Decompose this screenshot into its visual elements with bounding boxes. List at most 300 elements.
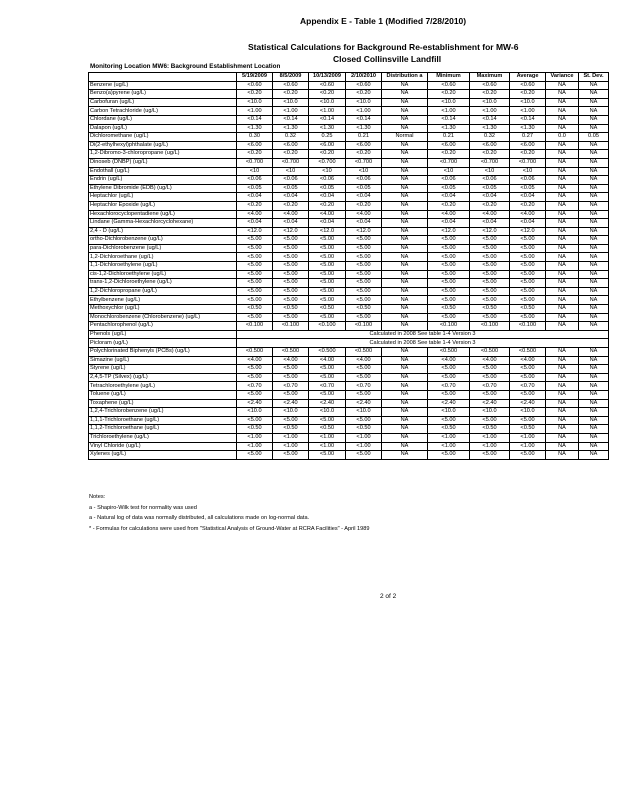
table-cell: <5.00	[428, 279, 470, 288]
table-cell: <5.00	[237, 296, 273, 305]
table-cell: <0.14	[470, 115, 510, 124]
table-cell: NA	[579, 81, 609, 90]
table-cell: <5.00	[470, 313, 510, 322]
parameter-name: Carbon Tetrachloride (ug/L)	[89, 107, 237, 116]
table-cell: <5.00	[237, 253, 273, 262]
table-row	[89, 442, 609, 451]
table-cell: <5.00	[309, 451, 346, 460]
table-cell: NA	[382, 107, 428, 116]
table-cell: NA	[546, 219, 579, 228]
statistics-table	[88, 72, 609, 460]
table-cell: NA	[382, 287, 428, 296]
table-cell: <0.20	[237, 201, 273, 210]
table-cell: <5.00	[346, 262, 382, 271]
table-cell: <0.700	[309, 158, 346, 167]
table-cell: <5.00	[510, 244, 546, 253]
note-lognormal: a - Natural log of data was normally distributed, all calculations made on log-normal data.	[89, 515, 310, 521]
table-cell: <0.500	[273, 348, 309, 357]
table-header-row	[89, 73, 609, 82]
parameter-name: Ethylbenzene (ug/L)	[89, 296, 237, 305]
table-row	[89, 201, 609, 210]
table-cell: <2.40	[309, 399, 346, 408]
table-cell: NA	[546, 408, 579, 417]
table-cell: <5.00	[510, 296, 546, 305]
table-cell: NA	[546, 451, 579, 460]
table-row	[89, 356, 609, 365]
table-cell: <6.00	[237, 141, 273, 150]
table-cell: <5.00	[428, 296, 470, 305]
table-cell: <1.00	[510, 433, 546, 442]
table-cell: NA	[546, 262, 579, 271]
table-cell: NA	[579, 390, 609, 399]
parameter-name: 1,1-Dichloroethylene (ug/L)	[89, 262, 237, 271]
table-cell: <0.05	[470, 184, 510, 193]
table-cell: <5.00	[237, 451, 273, 460]
parameter-name: Picloram (ug/L)	[89, 339, 237, 348]
table-cell: <4.00	[237, 210, 273, 219]
table-cell: NA	[579, 236, 609, 245]
table-row	[89, 90, 609, 99]
table-row	[89, 270, 609, 279]
table-cell: <10.0	[309, 408, 346, 417]
table-cell: <0.20	[237, 150, 273, 159]
parameter-name: 1,1,2-Trichloroethane (ug/L)	[89, 425, 237, 434]
table-cell: <0.70	[428, 382, 470, 391]
table-cell: NA	[546, 236, 579, 245]
table-cell: <2.40	[428, 399, 470, 408]
table-row	[89, 348, 609, 357]
table-cell: <0.20	[273, 150, 309, 159]
table-cell: <0.70	[510, 382, 546, 391]
table-cell: <0.14	[346, 115, 382, 124]
table-cell: <12.0	[470, 227, 510, 236]
table-cell: NA	[546, 90, 579, 99]
table-cell: <10.0	[510, 408, 546, 417]
table-cell: <10.0	[470, 98, 510, 107]
table-cell: <0.60	[346, 81, 382, 90]
table-cell: <0.50	[273, 305, 309, 314]
table-cell: <5.00	[237, 373, 273, 382]
parameter-name: Pentachlorophenol (ug/L)	[89, 322, 237, 331]
table-cell: <5.00	[346, 236, 382, 245]
table-cell: NA	[579, 382, 609, 391]
table-cell: <10.0	[428, 408, 470, 417]
table-cell: <0.04	[346, 219, 382, 228]
table-cell: <5.00	[470, 365, 510, 374]
table-cell: <5.00	[237, 287, 273, 296]
table-cell: <0.04	[309, 219, 346, 228]
table-cell: <5.00	[273, 451, 309, 460]
table-cell: NA	[382, 219, 428, 228]
column-header: Average	[510, 73, 546, 82]
table-cell: <4.00	[428, 210, 470, 219]
parameter-name: Lindane (Gamma-Hexachlorcyclohexane)	[89, 219, 237, 228]
table-cell: <0.700	[237, 158, 273, 167]
table-cell: NA	[546, 193, 579, 202]
table-cell: <5.00	[346, 279, 382, 288]
table-cell: NA	[546, 322, 579, 331]
table-row	[89, 150, 609, 159]
table-row	[89, 236, 609, 245]
table-cell: <5.00	[346, 296, 382, 305]
table-cell: <0.100	[309, 322, 346, 331]
table-cell: NA	[382, 236, 428, 245]
table-cell: <12.0	[510, 227, 546, 236]
parameter-name: 1,1,1-Trichloroethane (ug/L)	[89, 416, 237, 425]
table-cell: <5.00	[273, 416, 309, 425]
parameter-name: 1,2-Dichloroethane (ug/L)	[89, 253, 237, 262]
table-cell: <0.70	[273, 382, 309, 391]
table-cell: <5.00	[273, 287, 309, 296]
table-cell: <5.00	[510, 262, 546, 271]
table-cell: <0.04	[273, 193, 309, 202]
table-cell: NA	[546, 296, 579, 305]
table-cell: 0.0	[546, 133, 579, 142]
table-cell: <0.50	[237, 425, 273, 434]
table-cell: <1.00	[346, 433, 382, 442]
table-cell: <5.00	[510, 365, 546, 374]
table-cell: NA	[546, 365, 579, 374]
table-row	[89, 408, 609, 417]
table-cell: 0.27	[510, 133, 546, 142]
table-cell: <2.40	[470, 399, 510, 408]
table-cell: <0.14	[428, 115, 470, 124]
table-cell: <0.70	[470, 382, 510, 391]
table-cell: <0.05	[237, 184, 273, 193]
table-cell: <5.00	[428, 365, 470, 374]
table-cell: NA	[382, 115, 428, 124]
table-cell: NA	[546, 210, 579, 219]
appendix-title: Appendix E - Table 1 (Modified 7/28/2010)	[300, 16, 467, 26]
table-cell: NA	[546, 184, 579, 193]
table-cell: <4.00	[428, 356, 470, 365]
table-cell: <10.0	[510, 98, 546, 107]
table-cell: NA	[382, 442, 428, 451]
table-cell: NA	[579, 201, 609, 210]
table-cell: <1.00	[346, 107, 382, 116]
table-row	[89, 124, 609, 133]
parameter-name: Simazine (ug/L)	[89, 356, 237, 365]
table-cell: <12.0	[346, 227, 382, 236]
table-cell: NA	[546, 433, 579, 442]
table-cell: NA	[382, 141, 428, 150]
table-cell: <5.00	[346, 390, 382, 399]
parameter-name: Polychlorinated Biphenyls (PCBs) (ug/L)	[89, 348, 237, 357]
parameter-name: Tetrachloroethylene (ug/L)	[89, 382, 237, 391]
table-cell: NA	[579, 399, 609, 408]
table-cell: NA	[382, 305, 428, 314]
table-cell: NA	[546, 356, 579, 365]
table-cell: NA	[546, 167, 579, 176]
table-cell: NA	[382, 124, 428, 133]
table-cell: <5.00	[273, 296, 309, 305]
table-cell: <2.40	[237, 399, 273, 408]
table-cell: <5.00	[273, 262, 309, 271]
table-cell: <5.00	[470, 451, 510, 460]
table-cell: NA	[579, 408, 609, 417]
parameter-name: ortho-Dichlorobenzene (ug/L)	[89, 236, 237, 245]
table-cell: <0.20	[273, 90, 309, 99]
table-cell: <0.20	[346, 150, 382, 159]
table-cell: <5.00	[237, 416, 273, 425]
table-cell: <0.20	[510, 150, 546, 159]
table-row	[89, 433, 609, 442]
table-cell: NA	[579, 176, 609, 185]
column-header: Distribution a	[382, 73, 428, 82]
table-cell: <0.50	[273, 425, 309, 434]
table-cell: <5.00	[309, 287, 346, 296]
table-row	[89, 287, 609, 296]
table-cell: NA	[546, 399, 579, 408]
table-cell: <4.00	[470, 210, 510, 219]
table-cell: <5.00	[309, 365, 346, 374]
table-cell: <5.00	[346, 287, 382, 296]
table-cell: NA	[579, 365, 609, 374]
table-cell: NA	[579, 313, 609, 322]
parameter-name: Hexachlorocyclopentadiene (ug/L)	[89, 210, 237, 219]
table-cell: NA	[579, 305, 609, 314]
table-cell: NA	[546, 150, 579, 159]
table-cell: <5.00	[470, 296, 510, 305]
table-cell: <5.00	[346, 253, 382, 262]
table-cell: <1.00	[273, 107, 309, 116]
table-cell: <4.00	[510, 210, 546, 219]
table-cell: <10.0	[273, 98, 309, 107]
table-cell: <1.30	[428, 124, 470, 133]
table-cell: NA	[546, 416, 579, 425]
table-cell: NA	[546, 115, 579, 124]
table-cell: <5.00	[273, 270, 309, 279]
table-cell: <10	[346, 167, 382, 176]
table-cell: <0.14	[237, 115, 273, 124]
table-cell: <0.20	[510, 201, 546, 210]
monitoring-location-label: Monitoring Location MW6: Background Establishment Location	[90, 63, 281, 70]
table-cell: <0.06	[309, 176, 346, 185]
table-cell: NA	[579, 348, 609, 357]
table-cell: <1.00	[428, 442, 470, 451]
parameter-name: Benzene (ug/L)	[89, 81, 237, 90]
table-cell: NA	[382, 184, 428, 193]
table-cell: NA	[579, 287, 609, 296]
table-cell: <0.05	[273, 184, 309, 193]
table-cell: <0.60	[510, 81, 546, 90]
table-cell: <5.00	[470, 279, 510, 288]
table-cell: NA	[546, 227, 579, 236]
table-cell: NA	[579, 322, 609, 331]
table-cell: <5.00	[309, 244, 346, 253]
table-cell: <0.14	[309, 115, 346, 124]
table-cell: NA	[382, 210, 428, 219]
table-row	[89, 176, 609, 185]
table-cell: <10.0	[237, 408, 273, 417]
parameter-name: Xylenes (ug/L)	[89, 451, 237, 460]
table-cell: <5.00	[273, 313, 309, 322]
table-cell: NA	[579, 90, 609, 99]
table-cell: <0.60	[237, 81, 273, 90]
table-cell: <1.00	[510, 442, 546, 451]
table-cell: NA	[579, 150, 609, 159]
table-cell: <5.00	[273, 390, 309, 399]
table-cell: <0.700	[346, 158, 382, 167]
table-cell: NA	[382, 279, 428, 288]
table-cell: NA	[546, 81, 579, 90]
table-cell: <0.50	[428, 425, 470, 434]
table-cell: <5.00	[309, 373, 346, 382]
table-cell: <1.00	[470, 107, 510, 116]
table-cell: 0.30	[237, 133, 273, 142]
parameter-name: Methoxychlor (ug/L)	[89, 305, 237, 314]
table-cell: NA	[546, 382, 579, 391]
table-cell: NA	[579, 115, 609, 124]
table-cell: <0.06	[470, 176, 510, 185]
table-cell: <10	[428, 167, 470, 176]
table-cell: NA	[579, 416, 609, 425]
table-cell: NA	[546, 124, 579, 133]
parameter-name: 2,4,5-TP (Silvex) (ug/L)	[89, 373, 237, 382]
table-cell: <0.500	[470, 348, 510, 357]
table-row	[89, 167, 609, 176]
table-cell: <0.50	[237, 305, 273, 314]
table-cell: <5.00	[237, 390, 273, 399]
table-cell: <5.00	[470, 416, 510, 425]
parameter-name: Endothall (ug/L)	[89, 167, 237, 176]
table-cell: NA	[546, 287, 579, 296]
table-cell: NA	[546, 425, 579, 434]
table-cell: <5.00	[428, 313, 470, 322]
parameter-name: Dinoseb (DNBP) (ug/L)	[89, 158, 237, 167]
table-cell: <5.00	[428, 390, 470, 399]
table-cell: <2.40	[346, 399, 382, 408]
table-cell: <0.06	[346, 176, 382, 185]
table-cell: <5.00	[346, 244, 382, 253]
table-cell: NA	[579, 167, 609, 176]
table-cell: <10	[470, 167, 510, 176]
note-formulas: * - Formulas for calculations were used from "Statistical Analysis of Ground-Water at RCRA Facilities" - April 1989	[89, 525, 370, 532]
table-cell: <1.00	[237, 107, 273, 116]
table-cell: <0.06	[237, 176, 273, 185]
table-cell: <1.00	[510, 107, 546, 116]
table-cell: <6.00	[309, 141, 346, 150]
parameter-name: Monochlorobenzene (Chlorobenzene) (ug/L)	[89, 313, 237, 322]
parameter-name: trans-1,2-Dichloroethylene (ug/L)	[89, 279, 237, 288]
table-cell: NA	[546, 270, 579, 279]
table-cell: <0.100	[273, 322, 309, 331]
table-cell: <1.00	[309, 442, 346, 451]
table-cell: <5.00	[309, 279, 346, 288]
table-cell: <10	[309, 167, 346, 176]
table-cell: NA	[579, 193, 609, 202]
table-cell: 0.21	[428, 133, 470, 142]
table-cell: <0.20	[428, 201, 470, 210]
table-cell: <5.00	[428, 270, 470, 279]
table-cell: <0.700	[273, 158, 309, 167]
table-cell: NA	[546, 442, 579, 451]
table-cell: <5.00	[510, 373, 546, 382]
table-cell: <5.00	[510, 270, 546, 279]
table-cell: <4.00	[273, 210, 309, 219]
table-row	[89, 373, 609, 382]
table-cell: <5.00	[273, 236, 309, 245]
table-cell: NA	[546, 313, 579, 322]
table-cell: <10.0	[273, 408, 309, 417]
table-cell: NA	[546, 176, 579, 185]
table-cell: <0.04	[428, 193, 470, 202]
table-cell: <5.00	[470, 244, 510, 253]
table-cell: <0.20	[470, 150, 510, 159]
table-cell: <5.00	[309, 236, 346, 245]
table-cell: NA	[382, 408, 428, 417]
table-cell: <0.20	[428, 90, 470, 99]
table-cell: 0.32	[273, 133, 309, 142]
table-cell: NA	[579, 124, 609, 133]
table-row	[89, 339, 609, 348]
table-cell: <5.00	[237, 270, 273, 279]
table-cell: <12.0	[309, 227, 346, 236]
table-cell: NA	[382, 158, 428, 167]
table-cell: NA	[546, 305, 579, 314]
calculation-note: Calculated in 2008 See table 1-4 Version 3	[237, 330, 609, 339]
table-cell: <0.20	[346, 201, 382, 210]
table-cell: <12.0	[273, 227, 309, 236]
parameter-name: 1,2,4-Trichlorobenzene (ug/L)	[89, 408, 237, 417]
table-cell: <5.00	[309, 253, 346, 262]
table-cell: <1.00	[470, 442, 510, 451]
table-cell: <0.70	[309, 382, 346, 391]
table-cell: NA	[579, 442, 609, 451]
table-row	[89, 313, 609, 322]
table-cell: NA	[382, 373, 428, 382]
table-cell: NA	[579, 141, 609, 150]
table-row	[89, 81, 609, 90]
column-header: 5/19/2009	[237, 73, 273, 82]
table-cell: <0.20	[346, 90, 382, 99]
table-cell: <10.0	[346, 408, 382, 417]
table-row	[89, 399, 609, 408]
table-cell: <0.50	[470, 305, 510, 314]
table-cell: <0.700	[428, 158, 470, 167]
table-cell: NA	[579, 425, 609, 434]
table-row	[89, 107, 609, 116]
table-cell: NA	[382, 313, 428, 322]
table-cell: <0.70	[346, 382, 382, 391]
table-cell: <5.00	[428, 236, 470, 245]
table-row	[89, 184, 609, 193]
table-cell: <0.100	[470, 322, 510, 331]
table-cell: <1.00	[273, 433, 309, 442]
parameter-name: Chlordane (ug/L)	[89, 115, 237, 124]
column-header: St. Dev.	[579, 73, 609, 82]
table-cell: <4.00	[510, 356, 546, 365]
table-cell: <1.00	[237, 433, 273, 442]
table-cell: <5.00	[237, 279, 273, 288]
parameter-name: Toluene (ug/L)	[89, 390, 237, 399]
notes-section	[89, 492, 369, 534]
table-cell: <1.00	[428, 433, 470, 442]
table-cell: <5.00	[346, 313, 382, 322]
table-cell: <0.04	[510, 219, 546, 228]
parameter-name: para-Dichlorobenzene (ug/L)	[89, 244, 237, 253]
table-cell: <0.20	[237, 90, 273, 99]
table-cell: NA	[579, 98, 609, 107]
column-header: 8/5/2009	[273, 73, 309, 82]
table-cell: <1.00	[346, 442, 382, 451]
table-cell: <5.00	[346, 451, 382, 460]
table-cell: NA	[546, 253, 579, 262]
table-cell: NA	[546, 348, 579, 357]
table-cell: <5.00	[309, 262, 346, 271]
table-cell: 0.25	[309, 133, 346, 142]
table-cell: NA	[546, 107, 579, 116]
